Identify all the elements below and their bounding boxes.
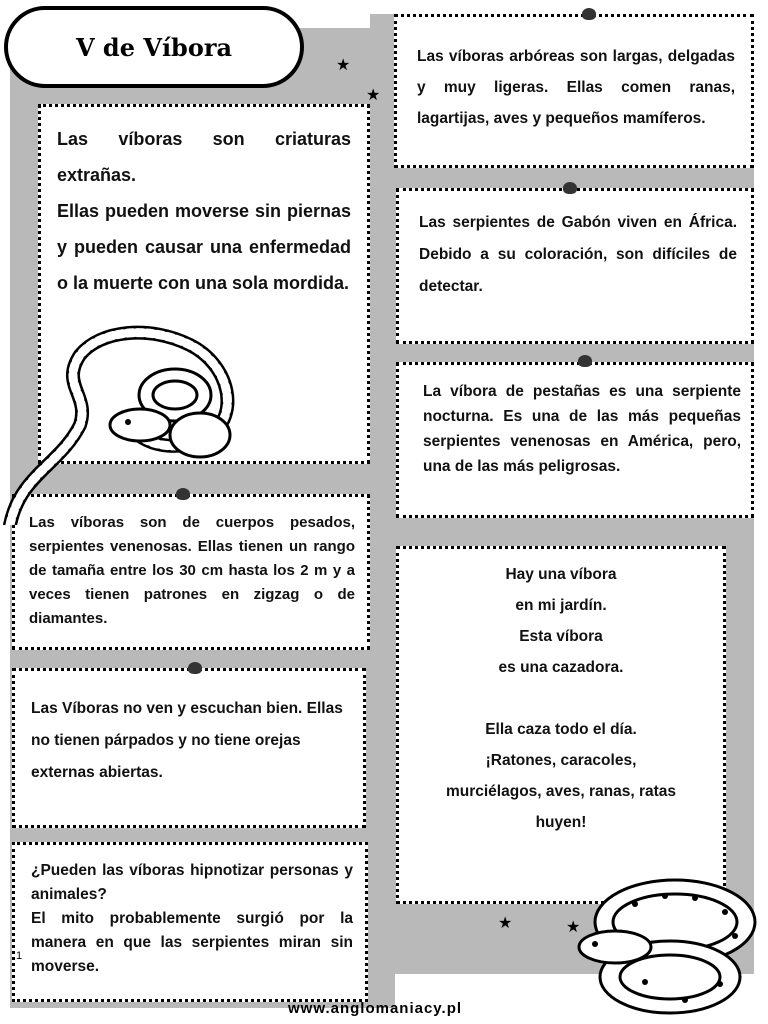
- senses-box: [12, 668, 366, 828]
- intro-line1: Las víboras son criaturas extrañas.: [57, 129, 351, 185]
- hypnosis-box: [12, 842, 368, 1002]
- eyelash-box: [396, 362, 754, 518]
- poem-line-4: es una cazadora.: [498, 659, 624, 676]
- ladybug-icon: [563, 182, 577, 194]
- page-title-container: [4, 6, 304, 88]
- star-icon: ★: [366, 87, 381, 104]
- page-title: V de Víbora: [75, 32, 233, 62]
- ladybug-icon: [582, 8, 596, 20]
- hypnosis-answer: El mito probablemente surgió por la manera en que las serpientes miran sin moverse.: [31, 910, 353, 975]
- eyelash-text: La víbora de pestañas es una serpiente nocturna. Es una de las más pequeñas serpientes venenosas en América, pero, una de las más peligrosas.: [423, 383, 741, 475]
- arboreal-box: [394, 14, 754, 168]
- poem-line-8: murciélagos, aves, ranas, ratas: [445, 783, 677, 800]
- poem-line-5: [405, 683, 717, 714]
- gaboon-box: [396, 188, 754, 344]
- poem-line-9: huyen!: [535, 814, 587, 831]
- star-icon: ★: [498, 915, 513, 932]
- snake-illustration: [575, 872, 765, 1022]
- hypnosis-question: ¿Pueden las víboras hipnotizar personas y animales?: [31, 862, 353, 903]
- ladybug-icon: [188, 662, 202, 674]
- senses-text: Las Víboras no ven y escuchan bien. Ellas no tienen párpados y no tiene orejas externas abiertas.: [31, 700, 343, 781]
- footer-url: www.anglomaniacy.pl: [288, 1000, 463, 1017]
- snake-illustration: [0, 325, 250, 525]
- arboreal-text: Las víboras arbóreas son largas, delgadas y muy ligeras. Ellas comen ranas, lagartijas, aves y pequeños mamíferos.: [417, 48, 735, 127]
- ladybug-icon: [578, 355, 592, 367]
- page-number: 1: [16, 950, 23, 962]
- gaboon-text: Las serpientes de Gabón viven en África. Debido a su coloración, son difíciles de detectar.: [419, 214, 737, 295]
- poem-box: [396, 546, 726, 904]
- poem-line-1: Hay una víbora: [505, 566, 617, 583]
- poem-line-3: Esta víbora: [519, 628, 603, 645]
- star-icon: ★: [336, 57, 351, 74]
- poem-line-6: Ella caza todo el día.: [485, 721, 637, 738]
- intro-line2: Ellas pueden moverse sin piernas y pueden causar una enfermedad o la muerte con una sola mordida.: [57, 201, 351, 293]
- heavy-text: Las víboras son de cuerpos pesados, serpientes venenosas. Ellas tienen un rango de tamaña entre los 30 cm hasta los 2 m y a veces tienen patrones en zigzag o de diamantes.: [29, 514, 355, 627]
- star-icon: ★: [566, 919, 581, 936]
- poem-line-2: en mi jardín.: [515, 597, 607, 614]
- poem-line-7: ¡Ratones, caracoles,: [485, 752, 637, 769]
